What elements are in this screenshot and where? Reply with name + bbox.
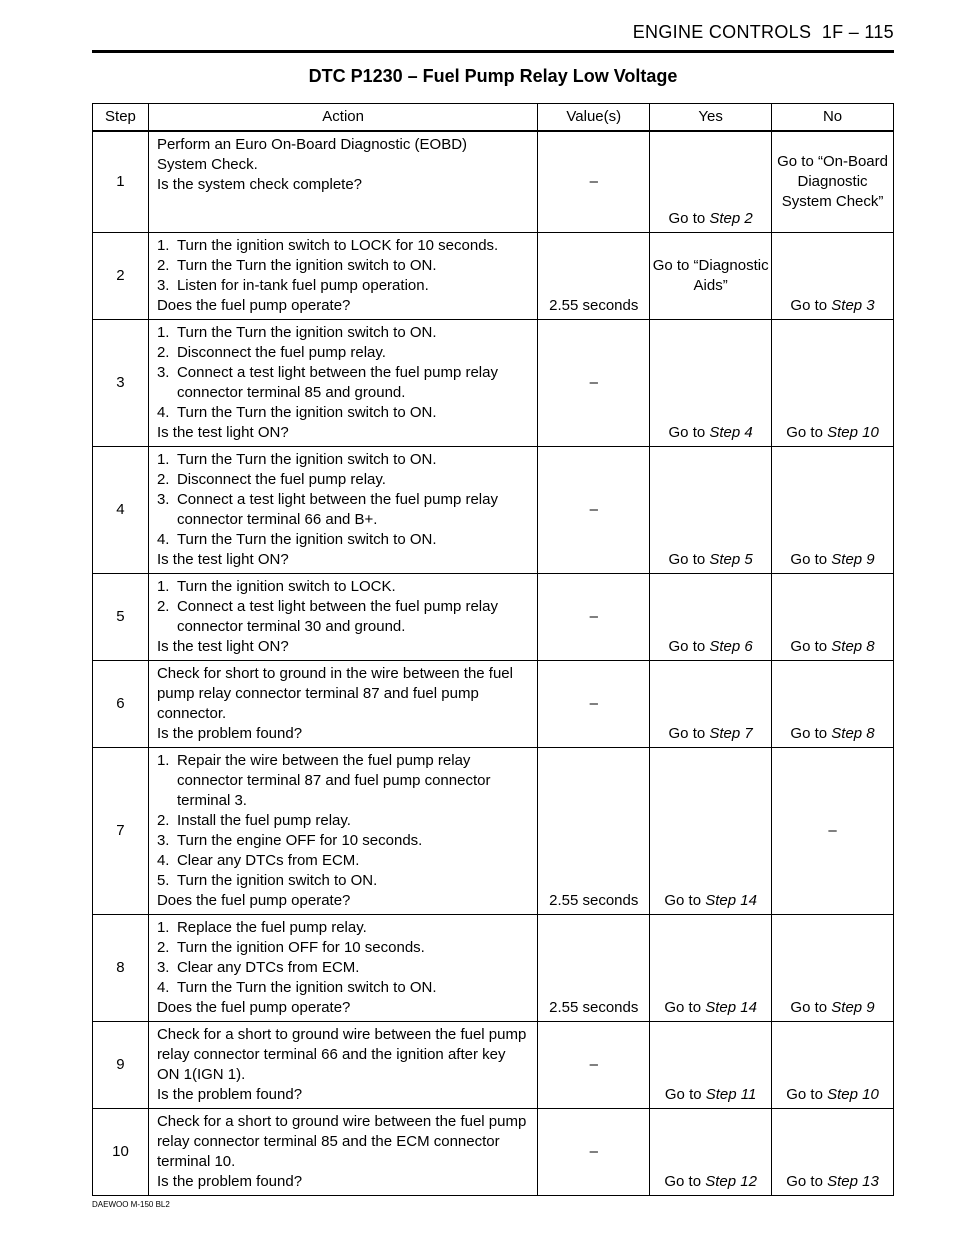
action-step: 4. Turn the Turn the ignition switch to ON. bbox=[156, 978, 437, 996]
yes-cell bbox=[650, 1108, 772, 1195]
action-steps bbox=[157, 323, 531, 423]
action-step: 3. Clear any DTCs from ECM. bbox=[156, 958, 360, 976]
table-header-row bbox=[93, 104, 894, 132]
value-cell: 2.55 seconds bbox=[538, 232, 650, 319]
action-step: 2. Turn the Turn the ignition switch to ON. bbox=[156, 256, 437, 274]
no-cell bbox=[772, 573, 894, 660]
action-step: 1. Turn the ignition switch to LOCK. bbox=[156, 577, 396, 595]
table-row bbox=[93, 573, 894, 660]
action-text: Check for short to ground in the wire between the fuel pump relay connector terminal 87 and fuel pump connector. bbox=[156, 664, 513, 722]
action-question: Is the test light ON? bbox=[156, 550, 289, 568]
action-steps bbox=[157, 450, 531, 550]
action-cell bbox=[148, 573, 537, 660]
no-step-link[interactable]: Step 8 bbox=[831, 637, 875, 655]
yes-cell bbox=[650, 914, 772, 1021]
action-step: 2. Connect a test light between the fuel pump relay connector terminal 30 and ground. bbox=[156, 597, 498, 635]
action-step: 5. Turn the ignition switch to ON. bbox=[156, 871, 378, 889]
action-cell bbox=[148, 1021, 537, 1108]
yes-cell bbox=[650, 446, 772, 573]
no-prefix: Go to bbox=[790, 550, 828, 568]
action-question: Is the system check complete? bbox=[156, 176, 363, 193]
yes-cell bbox=[650, 573, 772, 660]
no-prefix: Go to bbox=[790, 998, 828, 1016]
yes-step-link[interactable]: Step 6 bbox=[709, 637, 753, 655]
step-number: 6 bbox=[93, 660, 149, 747]
table-row bbox=[93, 1021, 894, 1108]
value-cell: – bbox=[538, 573, 650, 660]
no-cell bbox=[772, 914, 894, 1021]
action-text: Check for a short to ground wire between the fuel pump relay connector terminal 66 and the ignition after key ON 1(IGN 1). bbox=[156, 1025, 527, 1083]
header-rule bbox=[92, 50, 894, 53]
step-number: 4 bbox=[93, 446, 149, 573]
no-step-link[interactable]: Step 10 bbox=[827, 423, 879, 441]
no-prefix: Go to bbox=[790, 296, 828, 314]
step-number: 10 bbox=[93, 1108, 149, 1195]
action-cell bbox=[148, 914, 537, 1021]
no-step-link[interactable]: Step 3 bbox=[831, 296, 875, 314]
page-title: DTC P1230 – Fuel Pump Relay Low Voltage bbox=[308, 66, 678, 86]
table-row bbox=[93, 914, 894, 1021]
no-step-link[interactable]: Step 8 bbox=[831, 724, 875, 742]
action-step: 3. Connect a test light between the fuel pump relay connector terminal 66 and B+. bbox=[156, 490, 498, 528]
yes-prefix: Go to bbox=[668, 550, 706, 568]
no-cell bbox=[772, 319, 894, 446]
yes-step-link[interactable]: Step 12 bbox=[705, 1172, 757, 1190]
no-cell bbox=[772, 1021, 894, 1108]
action-question: Does the fuel pump operate? bbox=[156, 296, 351, 314]
no-step-link[interactable]: Step 9 bbox=[831, 998, 875, 1016]
action-text: Perform an Euro On-Board Diagnostic (EOBD) bbox=[156, 136, 468, 153]
no-cell bbox=[772, 660, 894, 747]
action-question: Is the problem found? bbox=[156, 1085, 303, 1103]
step-number: 9 bbox=[93, 1021, 149, 1108]
action-cell bbox=[148, 131, 537, 232]
no-step-link[interactable]: Step 10 bbox=[827, 1085, 879, 1103]
action-question: Is the problem found? bbox=[156, 724, 303, 742]
action-step: 4. Clear any DTCs from ECM. bbox=[156, 851, 360, 869]
step-number: 7 bbox=[93, 747, 149, 914]
action-text: System Check. bbox=[156, 156, 258, 173]
column-header-values: Value(s) bbox=[538, 104, 650, 132]
value-cell: – bbox=[538, 131, 650, 232]
yes-cell bbox=[650, 1021, 772, 1108]
action-step: 1. Turn the Turn the ignition switch to ON. bbox=[156, 323, 437, 341]
no-cell bbox=[772, 446, 894, 573]
table-row bbox=[93, 660, 894, 747]
table-row bbox=[93, 1108, 894, 1195]
step-number: 3 bbox=[93, 319, 149, 446]
no-prefix: Go to bbox=[790, 637, 828, 655]
yes-prefix: Go to bbox=[668, 423, 706, 441]
no-cell: – bbox=[772, 747, 894, 914]
yes-prefix: Go to bbox=[668, 209, 706, 227]
table-row bbox=[93, 319, 894, 446]
yes-cell bbox=[650, 319, 772, 446]
value-cell: – bbox=[538, 319, 650, 446]
action-step: 1. Turn the ignition switch to LOCK for 10 seconds. bbox=[156, 236, 499, 254]
yes-cell[interactable]: Go to “Diagnostic Aids” bbox=[650, 232, 772, 319]
value-cell: 2.55 seconds bbox=[538, 747, 650, 914]
yes-prefix: Go to bbox=[668, 637, 706, 655]
value-cell: – bbox=[538, 446, 650, 573]
action-question: Is the test light ON? bbox=[156, 637, 289, 655]
action-step: 4. Turn the Turn the ignition switch to ON. bbox=[156, 403, 437, 421]
action-step: 1. Replace the fuel pump relay. bbox=[156, 918, 367, 936]
value-cell: 2.55 seconds bbox=[538, 914, 650, 1021]
action-step: 3. Turn the engine OFF for 10 seconds. bbox=[156, 831, 423, 849]
document-code: DAEWOO M-150 BL2 bbox=[92, 1200, 170, 1209]
column-header-step: Step bbox=[93, 104, 149, 132]
no-cell bbox=[772, 1108, 894, 1195]
step-number: 8 bbox=[93, 914, 149, 1021]
action-question: Is the test light ON? bbox=[156, 423, 289, 441]
table-row bbox=[93, 446, 894, 573]
action-steps bbox=[157, 751, 531, 891]
yes-prefix: Go to bbox=[664, 891, 702, 909]
yes-prefix: Go to bbox=[668, 724, 706, 742]
yes-step-link[interactable]: Step 2 bbox=[709, 209, 753, 227]
no-step-link[interactable]: Step 9 bbox=[831, 550, 875, 568]
yes-cell bbox=[650, 131, 772, 232]
action-cell bbox=[148, 446, 537, 573]
yes-step-link[interactable]: Step 11 bbox=[705, 1085, 757, 1103]
yes-prefix: Go to bbox=[664, 1172, 702, 1190]
action-question: Does the fuel pump operate? bbox=[156, 998, 351, 1016]
action-cell bbox=[148, 232, 537, 319]
action-steps bbox=[157, 577, 531, 637]
value-cell: – bbox=[538, 660, 650, 747]
yes-cell bbox=[650, 660, 772, 747]
no-prefix: Go to bbox=[786, 423, 823, 441]
action-step: 3. Listen for in-tank fuel pump operation. bbox=[156, 276, 429, 294]
table-row bbox=[93, 747, 894, 914]
column-header-yes: Yes bbox=[650, 104, 772, 132]
action-step: 4. Turn the Turn the ignition switch to ON. bbox=[156, 530, 437, 548]
no-prefix: Go to bbox=[790, 724, 828, 742]
step-number: 5 bbox=[93, 573, 149, 660]
action-question: Does the fuel pump operate? bbox=[156, 891, 351, 909]
action-cell bbox=[148, 319, 537, 446]
section-title: ENGINE CONTROLS bbox=[632, 22, 812, 42]
action-cell bbox=[148, 747, 537, 914]
page-header bbox=[633, 22, 894, 43]
step-number: 1 bbox=[93, 131, 149, 232]
value-cell: – bbox=[538, 1108, 650, 1195]
yes-step-link[interactable]: Step 14 bbox=[705, 891, 757, 909]
table-row bbox=[93, 131, 894, 232]
no-cell[interactable]: Go to “On-Board Diagnostic System Check” bbox=[772, 131, 894, 232]
yes-cell bbox=[650, 747, 772, 914]
action-question: Is the problem found? bbox=[156, 1172, 303, 1190]
yes-step-link[interactable]: Step 4 bbox=[709, 423, 753, 441]
action-step: 1. Repair the wire between the fuel pump relay connector terminal 87 and fuel pump connector terminal 3. bbox=[156, 751, 491, 809]
step-number: 2 bbox=[93, 232, 149, 319]
yes-prefix: Go to bbox=[664, 1085, 702, 1103]
action-steps bbox=[157, 918, 531, 998]
action-step: 3. Connect a test light between the fuel pump relay connector terminal 85 and ground. bbox=[156, 363, 498, 401]
no-cell bbox=[772, 232, 894, 319]
yes-step-link[interactable]: Step 7 bbox=[709, 724, 753, 742]
value-cell: – bbox=[538, 1021, 650, 1108]
action-step: 2. Disconnect the fuel pump relay. bbox=[156, 343, 386, 361]
no-prefix: Go to bbox=[786, 1085, 823, 1103]
yes-prefix: Go to bbox=[664, 998, 702, 1016]
no-step-link[interactable]: Step 13 bbox=[827, 1172, 879, 1190]
table-row bbox=[93, 232, 894, 319]
yes-step-link[interactable]: Step 5 bbox=[709, 550, 753, 568]
no-prefix: Go to bbox=[786, 1172, 823, 1190]
action-steps bbox=[157, 236, 531, 296]
yes-step-link[interactable]: Step 14 bbox=[705, 998, 757, 1016]
action-step: 2. Disconnect the fuel pump relay. bbox=[156, 470, 386, 488]
page-number: 1F – 115 bbox=[821, 22, 894, 42]
column-header-action: Action bbox=[148, 104, 537, 132]
diagnostic-table bbox=[92, 103, 894, 1196]
action-cell bbox=[148, 660, 537, 747]
action-step: 2. Install the fuel pump relay. bbox=[156, 811, 351, 829]
action-step: 1. Turn the Turn the ignition switch to ON. bbox=[156, 450, 437, 468]
column-header-no: No bbox=[772, 104, 894, 132]
action-step: 2. Turn the ignition OFF for 10 seconds. bbox=[156, 938, 425, 956]
action-cell bbox=[148, 1108, 537, 1195]
action-text: Check for a short to ground wire between the fuel pump relay connector terminal 85 and the ECM connector terminal 10. bbox=[156, 1112, 527, 1170]
